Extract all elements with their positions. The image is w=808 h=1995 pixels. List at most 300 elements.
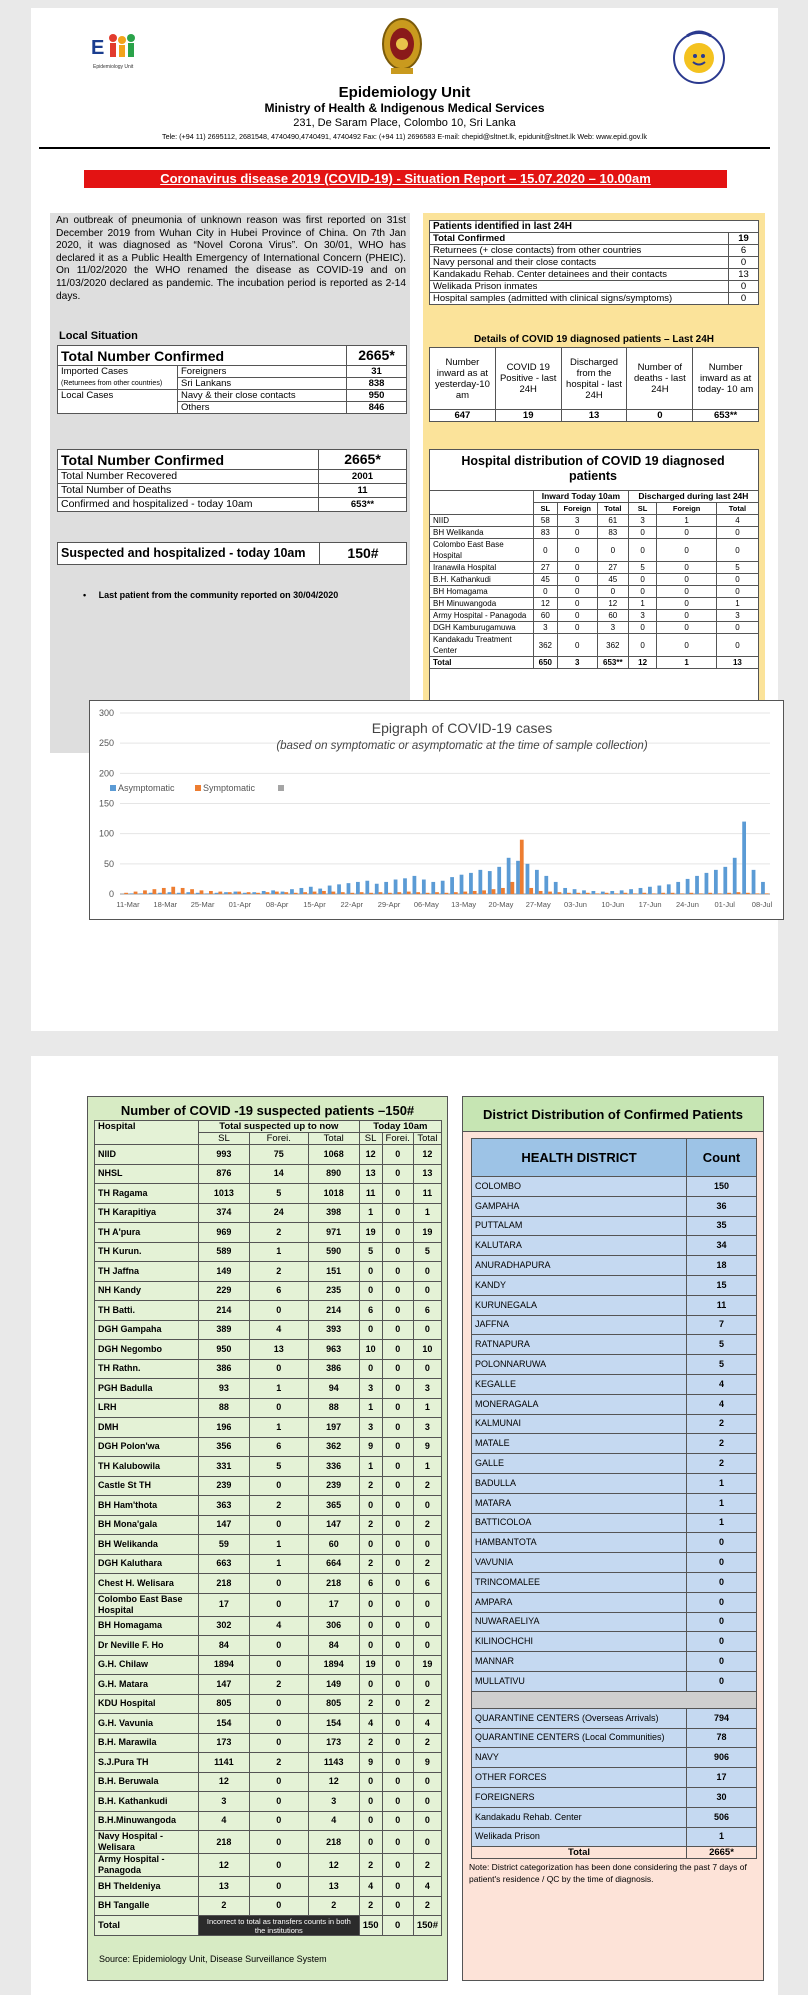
- district-row: [472, 1454, 757, 1474]
- t150-row-cell: 84: [199, 1636, 250, 1656]
- t150-row-cell: 12: [413, 1145, 441, 1165]
- bar-asymptomatic: [205, 893, 209, 894]
- t150-row-cell: 19: [413, 1223, 441, 1243]
- district-row-cell: 2: [687, 1414, 757, 1434]
- hospdist-row-cell: 0: [557, 539, 597, 562]
- bar-symptomatic: [576, 893, 580, 894]
- t150-row: [95, 1145, 442, 1165]
- bar-symptomatic: [755, 893, 759, 894]
- bar-symptomatic: [473, 891, 477, 894]
- district-row2-cell: 506: [687, 1807, 757, 1827]
- t150-row-cell: 1: [359, 1457, 382, 1477]
- hospdist-corner: [430, 491, 534, 515]
- bar-asymptomatic: [328, 886, 332, 894]
- t150-row-cell: 1141: [199, 1753, 250, 1773]
- t150-row-cell: 663: [199, 1554, 250, 1574]
- t150-row-cell: 0: [382, 1145, 413, 1165]
- last24-row-label: Hospital samples (admitted with clinical signs/symptoms): [430, 293, 729, 305]
- t150-row-cell: 0: [249, 1515, 308, 1535]
- t150-row-cell: 393: [308, 1320, 359, 1340]
- unit-title: Epidemiology Unit: [338, 84, 471, 101]
- x-tick-label: 17-Jun: [638, 900, 662, 909]
- hospdist-row-cell: 0: [716, 622, 758, 634]
- last24-row-label: Welikada Prison inmates: [430, 281, 729, 293]
- t150-row: [95, 1398, 442, 1418]
- bar-symptomatic: [501, 888, 505, 894]
- t150-row-cell: 0: [359, 1636, 382, 1656]
- epigraph-chart: [89, 700, 784, 920]
- th-sub: Forei.: [382, 1133, 413, 1145]
- last24-row-label: Total Confirmed: [430, 233, 729, 245]
- case-count: 950: [347, 390, 407, 402]
- t150-row: [95, 1574, 442, 1594]
- bar-asymptomatic: [394, 880, 398, 894]
- t150-row-cell: 4: [249, 1616, 308, 1636]
- hospdist-row-label: B.H. Kathankudi: [430, 574, 534, 586]
- t150-row-cell: 0: [249, 1359, 308, 1379]
- report-title: Coronavirus disease 2019 (COVID-19) - Situation Report – 15.07.2020 – 10.00am: [84, 170, 727, 188]
- district-row: [472, 1513, 757, 1533]
- district-body: [472, 1177, 757, 1692]
- bar-symptomatic: [482, 890, 486, 894]
- bar-symptomatic: [181, 888, 185, 894]
- last24-row-value: 0: [729, 281, 759, 293]
- details-header: Number inward as at today- 10 am: [693, 348, 759, 410]
- district-row: [472, 1572, 757, 1592]
- th-total-suspected: Total suspected up to now: [199, 1121, 360, 1133]
- t150-row-cell: 0: [382, 1733, 413, 1753]
- bar-asymptomatic: [507, 858, 511, 894]
- deaths-value: 11: [319, 484, 407, 498]
- district-row: [472, 1335, 757, 1355]
- summary-total-value: 2665*: [319, 450, 407, 470]
- bar-symptomatic: [680, 893, 684, 894]
- t150-row-cell: 4: [249, 1320, 308, 1340]
- bar-asymptomatic: [516, 861, 520, 894]
- hospdist-row-cell: 3: [628, 610, 657, 622]
- district-row2: [472, 1728, 757, 1748]
- t150-row-cell: 0: [382, 1574, 413, 1594]
- bar-asymptomatic: [497, 867, 501, 894]
- t150-row-cell: 154: [308, 1714, 359, 1734]
- details-header: Discharged from the hospital - last 24H: [561, 348, 627, 410]
- t150-row: [95, 1655, 442, 1675]
- bar-asymptomatic: [450, 877, 454, 894]
- hospdist-row-cell: 13: [716, 657, 758, 669]
- hospdist-row-cell: 0: [628, 527, 657, 539]
- bar-asymptomatic: [347, 883, 351, 894]
- t150-row-cell: 5: [359, 1242, 382, 1262]
- district-row-label: MULLATIVU: [472, 1671, 687, 1691]
- hospdist-row-cell: 0: [716, 539, 758, 562]
- bar-asymptomatic: [705, 873, 709, 894]
- t150-row-label: TH Karapitiya: [95, 1203, 199, 1223]
- details-value: 13: [561, 410, 627, 422]
- t150-row-cell: 0: [249, 1714, 308, 1734]
- t150-row-cell: 218: [199, 1574, 250, 1594]
- t150-row: [95, 1733, 442, 1753]
- t150-row-cell: 336: [308, 1457, 359, 1477]
- t150-row-cell: 19: [359, 1655, 382, 1675]
- district-table: [471, 1138, 757, 1859]
- bar-symptomatic: [529, 888, 533, 894]
- bar-asymptomatic: [252, 892, 256, 894]
- bar-symptomatic: [153, 889, 157, 894]
- intro-text: An outbreak of pneumonia of unknown reason was first reported on 31st December 2019 from Wuhan City in Hubei Province of China. On 7th Jan 2020, it was diagnosed as “Novel Corona Virus”. On 30/01, WHO has declared it as a Public Health Emergency of International Concern (PHEIC). On 11/02/2020 the WHO renamed the disease as COVID-19 and on 11/03/2020 declared as pandemic. The incubation period is reported as 2-14 days.: [56, 215, 406, 302]
- x-tick-label: 18-Mar: [153, 900, 178, 909]
- t150-row-cell: 876: [199, 1164, 250, 1184]
- hospdist-row-cell: 0: [557, 574, 597, 586]
- case-subtype: Navy & their close contacts: [178, 390, 347, 402]
- t150-row-cell: 2: [249, 1262, 308, 1282]
- t150-row-cell: 12: [308, 1854, 359, 1877]
- t150-row-cell: 214: [308, 1301, 359, 1321]
- hospdist-row-cell: 0: [657, 598, 717, 610]
- hospdist-row-label: BH Homagama: [430, 586, 534, 598]
- bar-symptomatic: [331, 892, 335, 894]
- t150-row-cell: 1: [359, 1203, 382, 1223]
- t150-row-cell: 9: [413, 1437, 441, 1457]
- district-row: [472, 1374, 757, 1394]
- district-row-label: KALMUNAI: [472, 1414, 687, 1434]
- t150-row-cell: 6: [249, 1281, 308, 1301]
- hospdist-row: [430, 539, 759, 562]
- t150-row-cell: 218: [308, 1831, 359, 1854]
- t150-row-cell: 0: [382, 1262, 413, 1282]
- bar-symptomatic: [671, 893, 675, 894]
- t150-row: [95, 1636, 442, 1656]
- hospdist-row-cell: 3: [557, 515, 597, 527]
- hospdist-row-cell: 45: [597, 574, 628, 586]
- t150-row-cell: 2: [359, 1896, 382, 1916]
- t150-row-cell: 0: [382, 1753, 413, 1773]
- community-note: • Last patient from the community reported on 30/04/2020: [83, 590, 339, 600]
- details-header: Number inward as at yesterday-10 am: [430, 348, 496, 410]
- t150-row-cell: 6: [413, 1301, 441, 1321]
- district-row-label: MATARA: [472, 1493, 687, 1513]
- t150-row-cell: 2: [413, 1896, 441, 1916]
- hospdist-row-cell: 0: [716, 527, 758, 539]
- t150-row-cell: 154: [199, 1714, 250, 1734]
- bar-asymptomatic: [441, 881, 445, 894]
- t150-row-label: BH Mona'gala: [95, 1515, 199, 1535]
- hospdist-row-cell: 0: [657, 634, 717, 657]
- district-row2-label: Kandakadu Rehab. Center: [472, 1807, 687, 1827]
- t150-row-cell: 0: [382, 1811, 413, 1831]
- bar-asymptomatic: [648, 887, 652, 894]
- t150-total-val: 150: [359, 1916, 382, 1936]
- district-row-label: MANNAR: [472, 1652, 687, 1672]
- district-row2: [472, 1827, 757, 1847]
- bar-symptomatic: [586, 893, 590, 894]
- t150-row-cell: 9: [359, 1753, 382, 1773]
- t150-row-cell: 14: [249, 1164, 308, 1184]
- t150-row: [95, 1753, 442, 1773]
- t150-row-cell: 9: [359, 1437, 382, 1457]
- t150-row-label: G.H. Matara: [95, 1675, 199, 1695]
- t150-row-cell: 0: [359, 1593, 382, 1616]
- district-h2: Count: [687, 1139, 757, 1177]
- t150-row: [95, 1877, 442, 1897]
- t150-row: [95, 1616, 442, 1636]
- t150-row-cell: 13: [249, 1340, 308, 1360]
- bar-symptomatic: [284, 892, 288, 894]
- district-row-cell: 0: [687, 1652, 757, 1672]
- t150-row: [95, 1320, 442, 1340]
- t150-row-cell: 0: [359, 1675, 382, 1695]
- t150-row-cell: 2: [413, 1554, 441, 1574]
- hospdist-row-cell: 12: [597, 598, 628, 610]
- t150-row-cell: 306: [308, 1616, 359, 1636]
- hospdist-row-cell: 362: [534, 634, 558, 657]
- hospdist-row-cell: 1: [657, 515, 717, 527]
- bar-symptomatic: [190, 889, 194, 894]
- t150-row-cell: 0: [413, 1831, 441, 1854]
- local-situation-table: [57, 345, 407, 414]
- t150-row-cell: 1143: [308, 1753, 359, 1773]
- district-row-label: COLOMBO: [472, 1177, 687, 1197]
- t150-row-label: PGH Badulla: [95, 1379, 199, 1399]
- t150-row-cell: 4: [413, 1877, 441, 1897]
- bar-symptomatic: [708, 893, 712, 894]
- t150-row-cell: 147: [199, 1515, 250, 1535]
- t150-row-label: DGH Kaluthara: [95, 1554, 199, 1574]
- t150-row-cell: 3: [359, 1418, 382, 1438]
- t150-row: [95, 1515, 442, 1535]
- district-row2-cell: 906: [687, 1748, 757, 1768]
- t150-row-cell: 2: [249, 1496, 308, 1516]
- hospdist-row-cell: 3: [628, 515, 657, 527]
- district-row-label: AMPARA: [472, 1592, 687, 1612]
- district-row: [472, 1671, 757, 1691]
- t150-row-cell: 0: [413, 1320, 441, 1340]
- t150-row-cell: 0: [249, 1831, 308, 1854]
- district-row-label: NUWARAELIYA: [472, 1612, 687, 1632]
- t150-row: [95, 1340, 442, 1360]
- bar-symptomatic: [633, 893, 637, 894]
- hospdist-row: [430, 657, 759, 669]
- t150-row-cell: 2: [413, 1476, 441, 1496]
- th-sub: SL: [359, 1133, 382, 1145]
- t150-row: [95, 1896, 442, 1916]
- t150-row-cell: 0: [249, 1694, 308, 1714]
- district-row: [472, 1533, 757, 1553]
- hospdist-row-label: BH Welikanda: [430, 527, 534, 539]
- hospdist-row-label: BH Minuwangoda: [430, 598, 534, 610]
- hospdist-row-cell: 60: [534, 610, 558, 622]
- t150-row-cell: 4: [308, 1811, 359, 1831]
- t150-row-cell: 59: [199, 1535, 250, 1555]
- t150-row-cell: 398: [308, 1203, 359, 1223]
- t150-row-cell: 374: [199, 1203, 250, 1223]
- t150-row-cell: 386: [199, 1359, 250, 1379]
- bar-asymptomatic: [761, 882, 765, 894]
- t150-row-cell: 75: [249, 1145, 308, 1165]
- hospdist-row-cell: 0: [557, 586, 597, 598]
- hospdist-body: [430, 515, 759, 669]
- bar-symptomatic: [228, 892, 232, 894]
- t150-row-cell: 17: [199, 1593, 250, 1616]
- last24-row-label: Kandakadu Rehab. Center detainees and their contacts: [430, 269, 729, 281]
- t150-row-cell: 239: [308, 1476, 359, 1496]
- bar-symptomatic: [369, 893, 373, 894]
- t150-row-cell: 1: [249, 1379, 308, 1399]
- report-page-1: [31, 8, 778, 1031]
- district-row: [472, 1196, 757, 1216]
- district-row-label: TRINCOMALEE: [472, 1572, 687, 1592]
- hospdist-row-label: Kandakadu Treatment Center: [430, 634, 534, 657]
- bar-asymptomatic: [657, 886, 661, 894]
- hospdist-row-cell: 1: [657, 657, 717, 669]
- t150-row-cell: 10: [413, 1340, 441, 1360]
- hospdist-row-cell: 12: [534, 598, 558, 610]
- t150-row-cell: 0: [249, 1733, 308, 1753]
- x-tick-label: 20-May: [488, 900, 514, 909]
- t150-row-cell: 2: [359, 1733, 382, 1753]
- t150-row-cell: 950: [199, 1340, 250, 1360]
- district-row2-label: Welikada Prison: [472, 1827, 687, 1847]
- t150-row: [95, 1203, 442, 1223]
- t150-row: [95, 1359, 442, 1379]
- t150-row-cell: 0: [413, 1359, 441, 1379]
- hospdist-row-cell: 58: [534, 515, 558, 527]
- bar-asymptomatic: [610, 891, 614, 894]
- bar-symptomatic: [463, 892, 467, 894]
- district-row-label: PUTTALAM: [472, 1216, 687, 1236]
- t150-row-label: LRH: [95, 1398, 199, 1418]
- t150-row-cell: 1: [413, 1457, 441, 1477]
- t150-row-label: B.H. Marawila: [95, 1733, 199, 1753]
- bar-symptomatic: [266, 892, 270, 894]
- bar-symptomatic: [247, 892, 251, 894]
- case-type: Imported Cases: [58, 366, 178, 378]
- x-tick-label: 27-May: [525, 900, 551, 909]
- bar-symptomatic: [200, 890, 204, 894]
- district-row-label: BADULLA: [472, 1473, 687, 1493]
- hospdist-row-cell: 12: [628, 657, 657, 669]
- district-row2: [472, 1708, 757, 1728]
- t150-row-cell: 3: [413, 1379, 441, 1399]
- t150-row-cell: 218: [308, 1574, 359, 1594]
- bar-asymptomatic: [130, 893, 134, 894]
- district-row-cell: 36: [687, 1196, 757, 1216]
- x-tick-label: 24-Jun: [675, 900, 699, 909]
- details-header: Number of deaths - last 24H: [627, 348, 693, 410]
- t150-row: [95, 1184, 442, 1204]
- district-row: [472, 1592, 757, 1612]
- t150-row-cell: 890: [308, 1164, 359, 1184]
- t150-row-cell: 149: [199, 1262, 250, 1282]
- t150-row-cell: 1013: [199, 1184, 250, 1204]
- t150-row-cell: 331: [199, 1457, 250, 1477]
- t150-row-cell: 0: [413, 1262, 441, 1282]
- t150-row-cell: 2: [359, 1854, 382, 1877]
- t150-row-label: KDU Hospital: [95, 1694, 199, 1714]
- t150-row-cell: 88: [308, 1398, 359, 1418]
- t150-row-cell: 13: [359, 1164, 382, 1184]
- summary-total-label: Total Number Confirmed: [58, 450, 319, 470]
- district-row-cell: 1: [687, 1493, 757, 1513]
- t150-row-cell: 0: [382, 1418, 413, 1438]
- bar-symptomatic: [313, 892, 317, 894]
- y-tick-label: 300: [98, 708, 114, 718]
- district-row-cell: 0: [687, 1592, 757, 1612]
- hospdist-row-cell: 45: [534, 574, 558, 586]
- t150-row-cell: 0: [359, 1281, 382, 1301]
- t150-row-cell: 969: [199, 1223, 250, 1243]
- t150-row-cell: 1: [413, 1203, 441, 1223]
- t150-row-cell: 84: [308, 1636, 359, 1656]
- t150-row-cell: 2: [359, 1476, 382, 1496]
- bar-asymptomatic: [752, 870, 756, 894]
- t150-row-cell: 3: [199, 1792, 250, 1812]
- bar-asymptomatic: [469, 873, 473, 894]
- hospdist-row-label: DGH Kamburugamuwa: [430, 622, 534, 634]
- district-row2-cell: 30: [687, 1787, 757, 1807]
- t150-row-cell: 0: [249, 1772, 308, 1792]
- t150-row-cell: 11: [359, 1184, 382, 1204]
- t150-row-label: Army Hospital - Panagoda: [95, 1854, 199, 1877]
- t150-row-cell: 0: [359, 1772, 382, 1792]
- bar-asymptomatic: [281, 892, 285, 894]
- x-tick-label: 11-Mar: [116, 900, 140, 909]
- bar-asymptomatic: [262, 891, 266, 894]
- bar-asymptomatic: [158, 893, 162, 894]
- bar-symptomatic: [407, 892, 411, 894]
- bar-asymptomatic: [526, 864, 530, 894]
- t150-row-label: S.J.Pura TH: [95, 1753, 199, 1773]
- recovered-value: 2001: [319, 470, 407, 484]
- t150-row-cell: 3: [413, 1418, 441, 1438]
- recovered-label: Total Number Recovered: [58, 470, 319, 484]
- hospdist-sub: SL: [628, 503, 657, 515]
- hospitalized-value: 653**: [319, 498, 407, 512]
- district-body2: [472, 1708, 757, 1847]
- t150-row-cell: 362: [308, 1437, 359, 1457]
- x-tick-label: 25-Mar: [190, 900, 215, 909]
- hospdist-row-label: Army Hospital - Panagoda: [430, 610, 534, 622]
- t150-total-val: 0: [382, 1916, 413, 1936]
- bar-symptomatic: [275, 892, 279, 894]
- t150-row-cell: 1894: [199, 1655, 250, 1675]
- bar-symptomatic: [520, 840, 524, 894]
- hospdist-row-cell: 60: [597, 610, 628, 622]
- hospdist-row-label: Iranawila Hospital: [430, 562, 534, 574]
- contact-line: Tele: (+94 11) 2695112, 2681548, 4740490,4740491, 4740492 Fax: (+94 11) 2696583 E-mail: chepid@sltnet.lk, epidunit@sltnet.lk Web: www.epid.gov.lk: [161, 132, 648, 141]
- bar-symptomatic: [558, 892, 562, 894]
- t150-row-cell: 0: [359, 1496, 382, 1516]
- t150-row: [95, 1242, 442, 1262]
- t150-row-cell: 0: [249, 1301, 308, 1321]
- t150-row-cell: 0: [382, 1831, 413, 1854]
- bar-asymptomatic: [375, 884, 379, 894]
- hospdist-row-cell: 0: [657, 527, 717, 539]
- t150-row-cell: 0: [249, 1811, 308, 1831]
- bar-symptomatic: [218, 892, 222, 894]
- t150-row-cell: 12: [359, 1145, 382, 1165]
- bar-symptomatic: [237, 892, 241, 894]
- hospdist-row-cell: 650: [534, 657, 558, 669]
- district-row2: [472, 1768, 757, 1788]
- hospdist-row: [430, 610, 759, 622]
- t150-row-cell: 0: [359, 1359, 382, 1379]
- hospdist-group-discharged: Discharged during last 24H: [628, 491, 758, 503]
- x-tick-label: 10-Jun: [601, 900, 625, 909]
- hospdist-row: [430, 598, 759, 610]
- bar-asymptomatic: [290, 889, 294, 894]
- district-row: [472, 1177, 757, 1197]
- bar-symptomatic: [445, 893, 449, 894]
